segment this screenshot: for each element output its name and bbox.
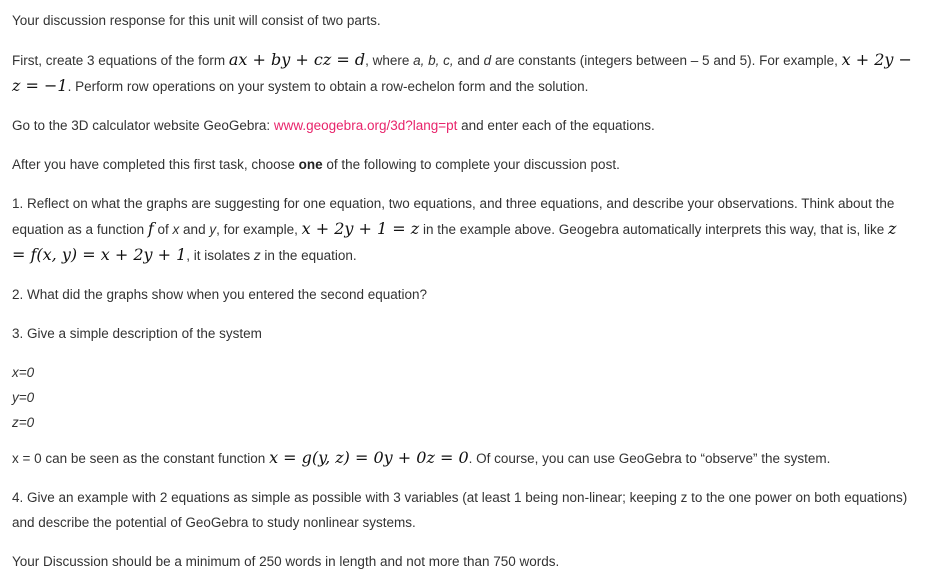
function-f: f (147, 219, 154, 238)
text-fragment: 1. Reflect on what the graphs are suggesting for one equation, two equations, and three equations, and describe your observations. Think about the equation as a function (12, 196, 895, 237)
text-fragment: , it isolates (186, 248, 254, 263)
option-2: 2. What did the graphs show when you entered the second equation? (12, 287, 428, 302)
geogebra-link[interactable]: www.geogebra.org/3d?lang=pt (273, 118, 458, 133)
variable-x: x (172, 222, 180, 237)
text-fragment: First, create 3 equations of the form (12, 53, 229, 68)
text-fragment: in the equation. (260, 248, 357, 263)
general-equation: ax + by + cz = d (228, 50, 366, 69)
system-eq-z: z=0 (12, 415, 35, 430)
option-4: 4. Give an example with 2 equations as simple as possible with 3 variables (at least 1 being non-linear; keeping z to the one power on both equations) and describe the potential of GeoGebra to study nonlinear systems. (12, 490, 908, 530)
text-fragment: and (179, 222, 210, 237)
text-fragment: and (453, 53, 484, 68)
constant-function-equation: x = g(y, z) = 0y + 0z = 0 (269, 448, 469, 467)
text-fragment: After you have completed this first task, choose (12, 157, 299, 172)
text-fragment: . Of course, you can use GeoGebra to “observe” the system. (468, 451, 831, 466)
option-3: 3. Give a simple description of the system (12, 326, 262, 341)
constants-abc: a, b, c, (413, 53, 454, 68)
constant-function-paragraph (12, 445, 912, 471)
text-fragment: , for example, (216, 222, 302, 237)
text-fragment: of (153, 222, 173, 237)
text-fragment: of the following to complete your discussion post. (322, 157, 620, 172)
variable-y: y (209, 222, 217, 237)
emphasis-one: one (298, 157, 323, 172)
geogebra-paragraph (12, 113, 912, 138)
function-equation: z = f(x, y) = x + 2y + 1 (12, 219, 897, 264)
text-fragment: in the example above. Geogebra automatically interprets this way, that is, like (419, 222, 888, 237)
constant-d: d (483, 53, 492, 68)
part-one-paragraph (12, 47, 912, 99)
text-fragment: x = 0 can be seen as the constant function (12, 451, 270, 466)
text-fragment: and enter each of the equations. (457, 118, 655, 133)
variable-z: z (253, 248, 261, 263)
intro-paragraph: Your discussion response for this unit will consist of two parts. (12, 13, 381, 28)
text-fragment: . Perform row operations on your system to obtain a row-echelon form and the solution. (67, 79, 589, 94)
example-equation: x + 2y − z = −1 (12, 50, 912, 95)
system-eq-y: y=0 (12, 390, 35, 405)
text-fragment: are constants (integers between – 5 and 5). For example, (491, 53, 842, 68)
option-1 (12, 191, 912, 268)
choose-paragraph (12, 152, 912, 177)
system-eq-x: x=0 (12, 365, 35, 380)
text-fragment: Go to the 3D calculator website GeoGebra: (12, 118, 274, 133)
word-count-requirement: Your Discussion should be a minimum of 250 words in length and not more than 750 words. (12, 554, 560, 569)
system-equations (12, 360, 912, 435)
text-fragment: , where (365, 53, 414, 68)
example-z-equation: x + 2y + 1 = z (301, 219, 420, 238)
